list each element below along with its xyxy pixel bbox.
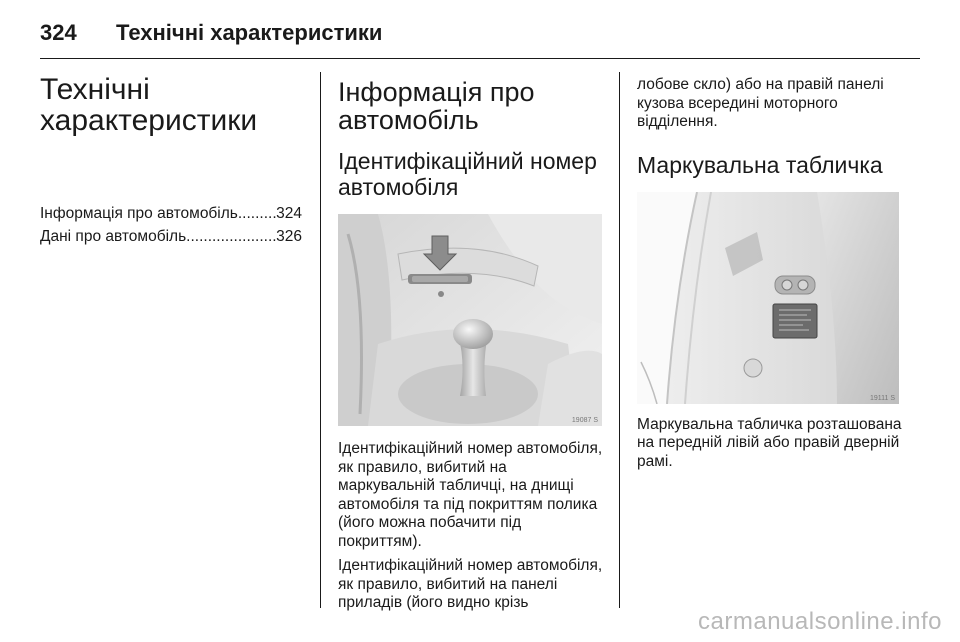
toc-entry-page: 326	[276, 228, 302, 245]
vin-paragraph-continuation: лобове скло) або на правій панелі кузова всередині моторного відділення.	[637, 76, 884, 130]
watermark: carmanualsonline.info	[698, 608, 942, 635]
plate-paragraph: Маркувальна табличка розташована на передній лівій або правій дверній рамі.	[637, 415, 902, 470]
vin-location-illustration	[338, 214, 602, 426]
section-heading-vehicle-info	[338, 78, 604, 134]
toc-leader-dots	[238, 202, 276, 225]
vin-paragraph-2: Ідентифікаційний номер автомобіля, як правило, вибитий на панелі приладів (його видно крізь	[338, 557, 603, 611]
heading-line: Ідентифікаційний номер	[338, 148, 597, 174]
table-of-contents	[40, 202, 302, 248]
plate-column	[637, 72, 903, 471]
column-divider-1	[320, 72, 321, 608]
header-rule	[40, 58, 920, 59]
page-header	[40, 16, 920, 60]
chapter-title	[40, 74, 302, 136]
heading-line: Інформація про	[338, 77, 535, 107]
running-title: Технічні характеристики	[116, 20, 383, 45]
door-frame-plate-illustration	[637, 192, 899, 404]
identification-plate-illustration	[637, 192, 899, 404]
toc-entry-label: Інформація про автомобіль	[40, 205, 238, 222]
page-number: 324	[40, 20, 77, 45]
chapter-title-line-1: Технічні	[40, 73, 150, 106]
figure-code: 19087 S	[571, 417, 598, 424]
chapter-title-line-2: характеристики	[40, 104, 258, 137]
column-divider-2	[619, 72, 620, 608]
toc-entry[interactable]	[40, 202, 302, 225]
toc-entry-label: Дані про автомобіль	[40, 228, 187, 245]
toc-leader-dots	[186, 225, 276, 248]
toc-entry[interactable]	[40, 225, 302, 248]
toc-entry-page: 324	[276, 205, 302, 222]
section-heading-plate: Маркувальна табличка	[637, 151, 883, 178]
gear-shift-floor-illustration	[338, 214, 602, 426]
heading-line: автомобіль	[338, 105, 479, 135]
vin-paragraph-1: Ідентифікаційний номер автомобіля, як правило, вибитий на маркувальній табличці, на днищі автомобіля та під покриттям полика (його можна побачити під покриттям).	[338, 440, 603, 550]
figure-code: 19111 S	[869, 394, 895, 402]
chapter-column	[40, 72, 302, 248]
subheading-vin	[338, 148, 604, 200]
vehicle-info-column	[338, 72, 604, 613]
heading-line: автомобіля	[338, 174, 459, 200]
